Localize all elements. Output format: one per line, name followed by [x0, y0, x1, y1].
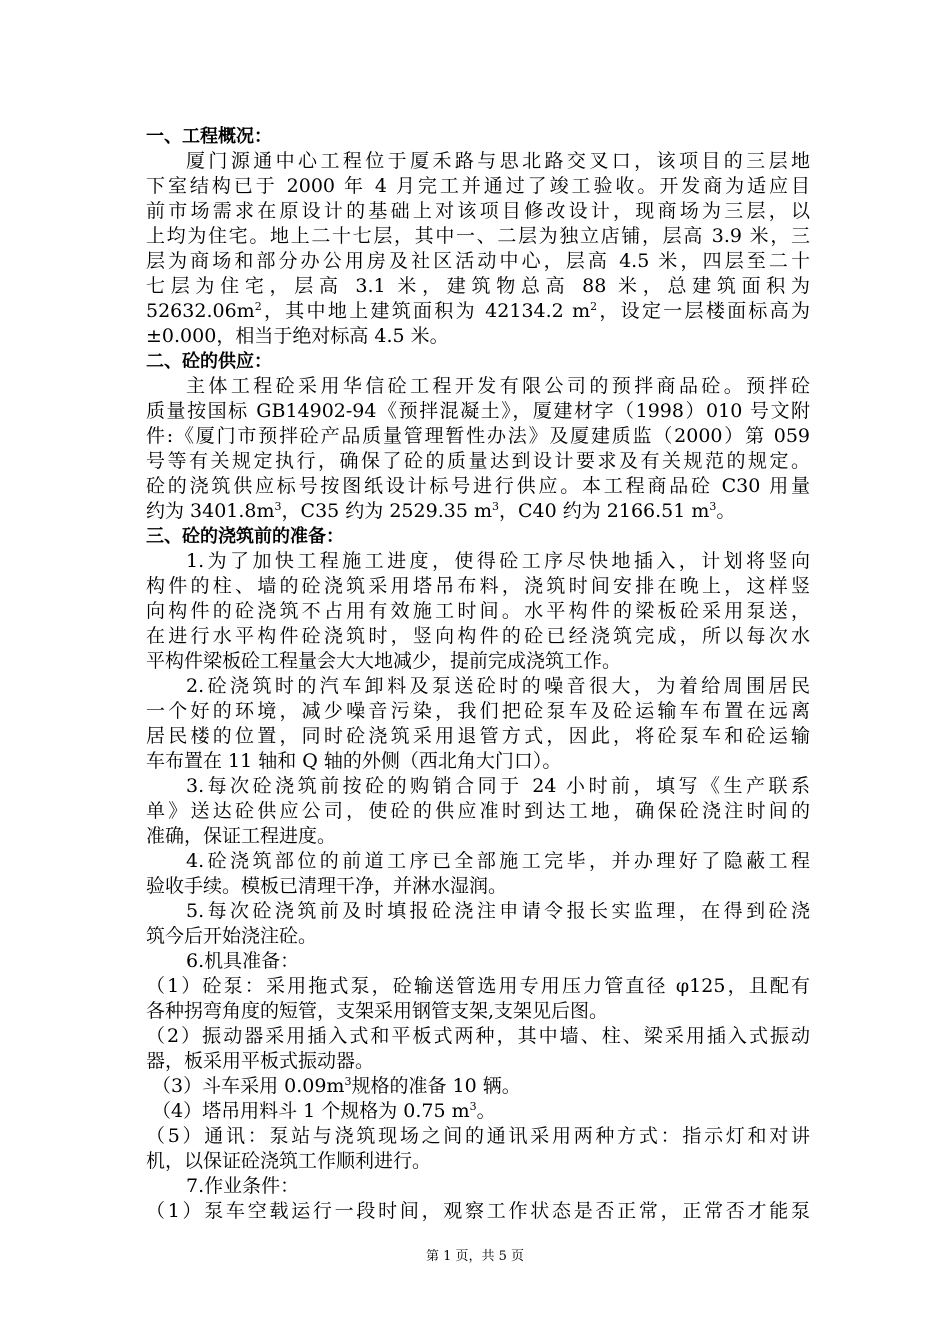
section-heading-supply: 二、砼的供应：	[146, 351, 272, 372]
paragraph-line: 下室结构已于 2000 年 4 月完工并通过了竣工验收。开发商为适应目	[146, 175, 810, 197]
paragraph-line: 厦门源通中心工程位于厦禾路与思北路交叉口，该项目的三层地	[186, 150, 810, 172]
item5-line: 5.每次砼浇筑前及时填报砼浇注申请令报长实监理，在得到砼浇	[186, 900, 810, 922]
item5-line: 筑今后开始浇注砼。	[146, 925, 318, 947]
paragraph-line: 砼的浇筑供应标号按图纸设计标号进行供应。本工程商品砼 C30 用量	[146, 475, 810, 497]
c30-volume: 约为 3401.8m	[146, 500, 275, 522]
item1-line: 平构件梁板砼工程量会大大地减少，提前完成浇筑工作。	[146, 650, 622, 672]
item1-line: 在进行水平构件砼浇筑时，竖向构件的砼已经浇筑完成，所以每次水	[146, 625, 810, 647]
paragraph-line: ±0.000，相当于绝对标高 4.5 米。	[146, 325, 449, 347]
c40-volume: ，C40 约为 2166.51 m	[498, 500, 710, 522]
ground-area-text: ，其中地上建筑面积为 42134.2 m	[261, 300, 591, 322]
item2-line: 2.砼浇筑时的汽车卸料及泵送砼时的噪音很大，为着给周围居民	[186, 675, 810, 697]
item6-sub-line-hopper	[146, 1099, 810, 1124]
paragraph-line: 七层为住宅，层高 3.1 米，建筑物总高 88 米，总建筑面积为	[146, 275, 810, 297]
item6-sub-line: （2）振动器采用插入式和平板式两种，其中墙、柱、梁采用插入式振动	[146, 1025, 810, 1047]
paragraph-line: 层为商场和部分办公用房及社区活动中心，层高 4.5 米，四层至二十	[146, 250, 810, 272]
item4-line: 验收手续。模板已清理干净，并淋水湿润。	[146, 875, 508, 897]
item7-title: 7.作业条件：	[186, 1175, 300, 1197]
total-area-value: 52632.06m	[146, 300, 255, 322]
paragraph-line: 件:《厦门市预拌砼产品质量管理暂性办法》及厦建质监（2000）第 059	[146, 425, 810, 447]
c35-volume: ，C35 约为 2529.35 m	[281, 500, 492, 522]
volume-line-end: 。	[716, 500, 736, 522]
area-line-tail: ，设定一层楼面标高为	[597, 300, 810, 322]
paragraph-line-area	[146, 299, 810, 324]
paragraph-line: 主体工程砼采用华信砼工程开发有限公司的预拌商品砼。预拌砼	[186, 375, 810, 397]
superscript: 3	[344, 1075, 352, 1088]
item3-line: 3.每次砼浇筑前按砼的购销合同于 24 小时前，填写《生产联系	[186, 775, 810, 797]
item1-line: 1.为了加快工程施工进度，使得砼工序尽快地插入，计划将竖向	[186, 550, 810, 572]
cart-text: （3）斗车采用 0.09m	[152, 1075, 345, 1097]
item2-line: 一个好的环境，减少噪音污染，我们把砼泵车及砼运输车布置在远离	[146, 700, 810, 722]
item6-sub-line: （5）通讯：泵站与浇筑现场之间的通讯采用两种方式：指示灯和对讲	[146, 1125, 810, 1147]
item7-sub-line: （1）泵车空载运行一段时间，观察工作状态是否正常，正常否才能泵	[146, 1200, 810, 1222]
item3-line: 准确，保证工程进度。	[146, 825, 337, 847]
hopper-text-tail: 。	[476, 1100, 496, 1122]
paragraph-line: 前市场需求在原设计的基础上对该项目修改设计，现商场为三层，以	[146, 200, 810, 222]
superscript: 3	[274, 500, 282, 513]
item2-line: 居民楼的位置，同时砼浇筑采用退管方式，因此，将砼泵车和砼运输	[146, 725, 810, 747]
superscript: 3	[469, 1100, 477, 1113]
item6-sub-line: 各种拐弯角度的短管，支架采用钢管支架,支架见后图。	[146, 1000, 609, 1022]
superscript: 2	[254, 300, 262, 313]
item3-line: 单》送达砼供应公司，使砼的供应准时到达工地，确保砼浇注时间的	[146, 800, 810, 822]
item6-title: 6.机具准备：	[186, 950, 300, 972]
page-footer: 第 1 页，共 5 页	[425, 1249, 525, 1264]
cart-text-tail: 规格的准备 10 辆。	[351, 1075, 521, 1097]
paragraph-line: 质量按国标 GB14902-94《预拌混凝土》，厦建材字（1998）010 号文附	[146, 400, 810, 422]
section-heading-overview: 一、工程概况：	[146, 126, 272, 147]
paragraph-line: 上均为住宅。地上二十七层，其中一、二层为独立店铺，层高 3.9 米，三	[146, 225, 810, 247]
document-page	[146, 124, 810, 1224]
item6-sub-line-cart	[146, 1074, 810, 1099]
paragraph-line-volumes	[146, 499, 810, 524]
item6-sub-line: 机，以保证砼浇筑工作顺利进行。	[146, 1150, 432, 1172]
item1-line: 构件的柱、墙的砼浇筑采用塔吊布料，浇筑时间安排在晚上，这样竖	[146, 575, 810, 597]
superscript: 3	[491, 500, 499, 513]
item2-line: 车布置在 11 轴和 Q 轴的外侧（西北角大门口）。	[146, 750, 562, 772]
item6-sub-line: （1）砼泵：采用拖式泵，砼输送管选用专用压力管直径 φ125，且配有	[146, 975, 810, 997]
superscript: 3	[709, 500, 717, 513]
superscript: 2	[590, 300, 598, 313]
paragraph-line: 号等有关规定执行，确保了砼的质量达到设计要求及有关规范的规定。	[146, 450, 810, 472]
section-heading-preparation: 三、砼的浇筑前的准备：	[146, 526, 344, 547]
item6-sub-line: 器，板采用平板式振动器。	[146, 1050, 375, 1072]
hopper-text: （4）塔吊用料斗 1 个规格为 0.75 m	[152, 1100, 470, 1122]
item4-line: 4.砼浇筑部位的前道工序已全部施工完毕，并办理好了隐蔽工程	[186, 850, 810, 872]
item1-line: 向构件的砼浇筑不占用有效施工时间。水平构件的梁板砼采用泵送，	[146, 600, 810, 622]
